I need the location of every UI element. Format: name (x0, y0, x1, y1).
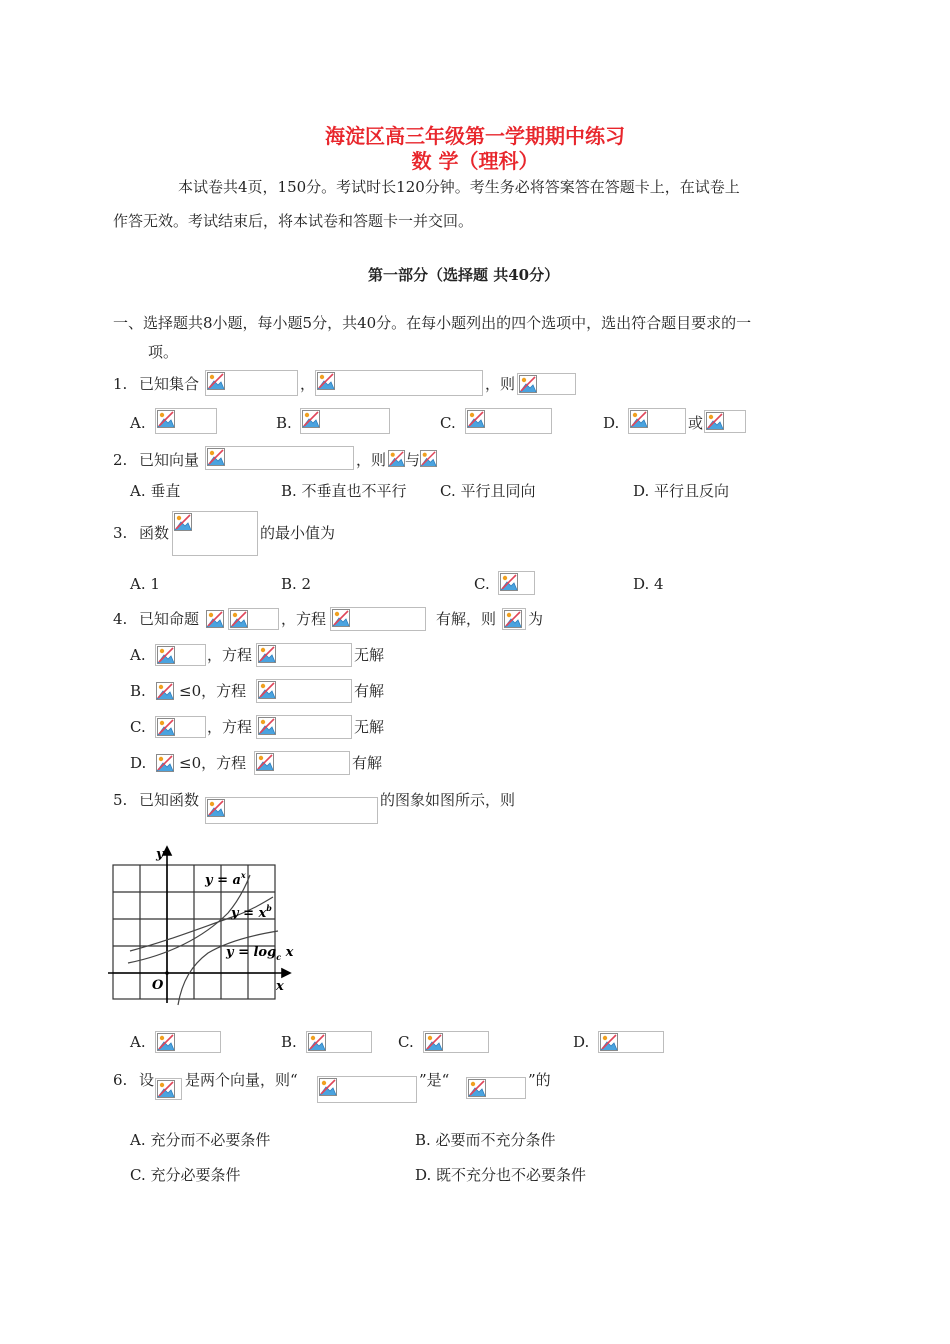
q6-option-b: B. 必要而不充分条件 (415, 1131, 556, 1149)
formula-image (423, 1031, 489, 1053)
formula-image (502, 608, 526, 630)
broken-image-icon (207, 372, 225, 390)
q6-text-c: ”是“ (419, 1071, 450, 1089)
broken-image-icon (420, 450, 437, 467)
formula-image (388, 450, 405, 468)
q2-text-c: 与 (405, 451, 421, 469)
formula-image (598, 1031, 664, 1053)
formula-image (155, 1031, 221, 1053)
formula-image (228, 608, 279, 630)
q3-text-a: 函数 (139, 524, 170, 542)
q4-option-b-label: B. (130, 682, 146, 700)
formula-image (465, 408, 552, 434)
q1-text-or: 或 (688, 414, 704, 432)
broken-image-icon (258, 717, 276, 735)
broken-image-icon (157, 646, 175, 664)
function-graph (108, 843, 303, 1008)
q4-option-b-text-b: 有解 (354, 682, 385, 700)
q6-option-d: D. 既不充分也不必要条件 (415, 1166, 587, 1184)
broken-image-icon (258, 645, 276, 663)
q5-option-b-label: B. (281, 1033, 297, 1051)
q4-option-c-text-b: 无解 (354, 718, 385, 736)
broken-image-icon (630, 410, 648, 428)
broken-image-icon (256, 753, 274, 771)
formula-image (205, 609, 227, 630)
q4-text-a: 已知命题 (139, 610, 200, 628)
broken-image-icon (156, 754, 174, 772)
q2-text-a: 已知向量 (139, 451, 200, 469)
broken-image-icon (230, 610, 248, 628)
q2-option-d: D. 平行且反向 (633, 482, 730, 500)
section-instructions-2: 项。 (148, 343, 179, 361)
q3-text-b: 的最小值为 (260, 524, 336, 542)
broken-image-icon (207, 448, 225, 466)
broken-image-icon (467, 410, 485, 428)
curve-label-c-sub: c (276, 952, 282, 962)
q1-text-b: ， (300, 375, 316, 393)
q1-number: 1. (113, 375, 128, 393)
formula-image (315, 370, 483, 396)
curve-label-a (204, 870, 246, 888)
q4-option-c-label: C. (130, 718, 146, 736)
formula-image (205, 370, 298, 396)
formula-image (155, 753, 177, 774)
q2-option-a: A. 垂直 (130, 482, 181, 500)
q1-option-b-label: B. (276, 414, 292, 432)
x-axis-label: x (276, 979, 284, 994)
broken-image-icon (157, 1080, 175, 1098)
broken-image-icon (468, 1079, 486, 1097)
y-axis-label: y (156, 847, 164, 862)
q5-option-a-label: A. (130, 1033, 146, 1051)
origin-label: O (152, 978, 164, 993)
formula-image (172, 511, 258, 556)
x-axis-arrow (282, 969, 290, 977)
formula-image (155, 716, 206, 738)
formula-image (205, 797, 378, 824)
formula-image (256, 643, 352, 667)
broken-image-icon (157, 410, 175, 428)
q4-option-a-label: A. (130, 646, 146, 664)
broken-image-icon (308, 1033, 326, 1051)
broken-image-icon (157, 718, 175, 736)
section-instructions-1: 一、选择题共8小题，每小题5分，共40分。在每小题列出的四个选项中，选出符合题目要求的一 (113, 314, 752, 332)
broken-image-icon (319, 1078, 337, 1096)
curve-label-a-exp: x (240, 870, 246, 880)
broken-image-icon (504, 610, 522, 628)
intro-line-2: 作答无效。考试结束后，将本试卷和答题卡一并交回。 (113, 212, 474, 230)
broken-image-icon (332, 609, 350, 627)
q1-text-a: 已知集合 (139, 375, 200, 393)
formula-image (466, 1077, 526, 1099)
formula-image (420, 450, 437, 468)
q2-option-b: B. 不垂直也不平行 (281, 482, 407, 500)
broken-image-icon (317, 372, 335, 390)
curve-label-c-base: y = log (226, 945, 277, 960)
formula-image (155, 681, 177, 702)
q4-option-d-label: D. (130, 754, 147, 772)
formula-image (498, 571, 535, 595)
formula-image (628, 408, 686, 434)
curve-label-b-exp: b (266, 903, 272, 913)
q1-text-c: ，则 (485, 375, 516, 393)
q6-text-a: 设 (139, 1071, 155, 1089)
q6-text-d: ”的 (528, 1071, 551, 1089)
formula-image (254, 751, 350, 775)
curve-log-c-x (178, 931, 278, 1005)
curve-label-b (230, 903, 272, 921)
formula-image (300, 408, 390, 434)
q4-option-a-text-b: 无解 (354, 646, 385, 664)
origin-dot (165, 971, 169, 975)
q2-option-c: C. 平行且同向 (440, 482, 536, 500)
y-axis-arrow (163, 847, 171, 855)
q3-number: 3. (113, 524, 128, 542)
broken-image-icon (425, 1033, 443, 1051)
formula-image (205, 446, 354, 470)
q4-text-b: ，方程 (281, 610, 327, 628)
q4-option-d-text-a: ≤0，方程 (179, 754, 247, 772)
formula-image (256, 679, 352, 703)
q3-option-c-label: C. (474, 575, 490, 593)
q5-number: 5. (113, 791, 128, 809)
formula-image (306, 1031, 372, 1053)
broken-image-icon (206, 610, 224, 628)
q6-option-c: C. 充分必要条件 (130, 1166, 241, 1184)
q4-option-b-text-a: ≤0，方程 (179, 682, 247, 700)
part-heading: 第一部分（选择题 共40分） (368, 266, 560, 284)
q4-text-c: 有解，则 (436, 610, 497, 628)
q1-option-a-label: A. (130, 414, 146, 432)
q2-number: 2. (113, 451, 128, 469)
q3-option-a: A. 1 (130, 575, 160, 593)
curve-label-b-base: y = x (231, 906, 267, 921)
broken-image-icon (600, 1033, 618, 1051)
broken-image-icon (156, 682, 174, 700)
formula-image (155, 1078, 182, 1100)
broken-image-icon (500, 573, 518, 591)
q4-number: 4. (113, 610, 128, 628)
q3-option-b: B. 2 (281, 575, 312, 593)
broken-image-icon (519, 375, 537, 393)
q4-option-c-text-a: ，方程 (207, 718, 253, 736)
curve-label-a-base: y = a (205, 873, 241, 888)
q2-text-b: ，则 (356, 451, 387, 469)
q6-option-a: A. 充分而不必要条件 (130, 1131, 271, 1149)
q1-option-c-label: C. (440, 414, 456, 432)
intro-line-1: 本试卷共4页，150分。考试时长120分钟。考生务必将答案答在答题卡上，在试卷上 (178, 178, 740, 196)
formula-image (704, 410, 746, 433)
formula-image (155, 408, 217, 434)
curve-label-c (225, 945, 294, 962)
broken-image-icon (706, 412, 724, 430)
broken-image-icon (258, 681, 276, 699)
q3-option-d: D. 4 (633, 575, 664, 593)
formula-image (517, 373, 576, 395)
page-title: 海淀区高三年级第一学期期中练习 (325, 124, 625, 148)
q6-number: 6. (113, 1071, 128, 1089)
broken-image-icon (174, 513, 192, 531)
curve-label-c-end: x (281, 945, 294, 960)
formula-image (155, 644, 206, 666)
q4-text-d: 为 (528, 610, 544, 628)
formula-image (330, 607, 426, 631)
broken-image-icon (388, 450, 405, 467)
q5-text-b: 的图象如图所示，则 (380, 791, 516, 809)
formula-image (317, 1076, 417, 1103)
broken-image-icon (207, 799, 225, 817)
q4-option-a-text-a: ，方程 (207, 646, 253, 664)
q1-option-d-label: D. (603, 414, 620, 432)
q5-option-d-label: D. (573, 1033, 590, 1051)
formula-image (256, 715, 352, 739)
q4-option-d-text-b: 有解 (352, 754, 383, 772)
page-subtitle: 数 学（理科） (411, 149, 539, 173)
q5-option-c-label: C. (398, 1033, 414, 1051)
broken-image-icon (157, 1033, 175, 1051)
q5-text-a: 已知函数 (139, 791, 200, 809)
graph-grid (113, 865, 275, 999)
broken-image-icon (302, 410, 320, 428)
q6-text-b: 是两个向量，则“ (185, 1071, 298, 1089)
